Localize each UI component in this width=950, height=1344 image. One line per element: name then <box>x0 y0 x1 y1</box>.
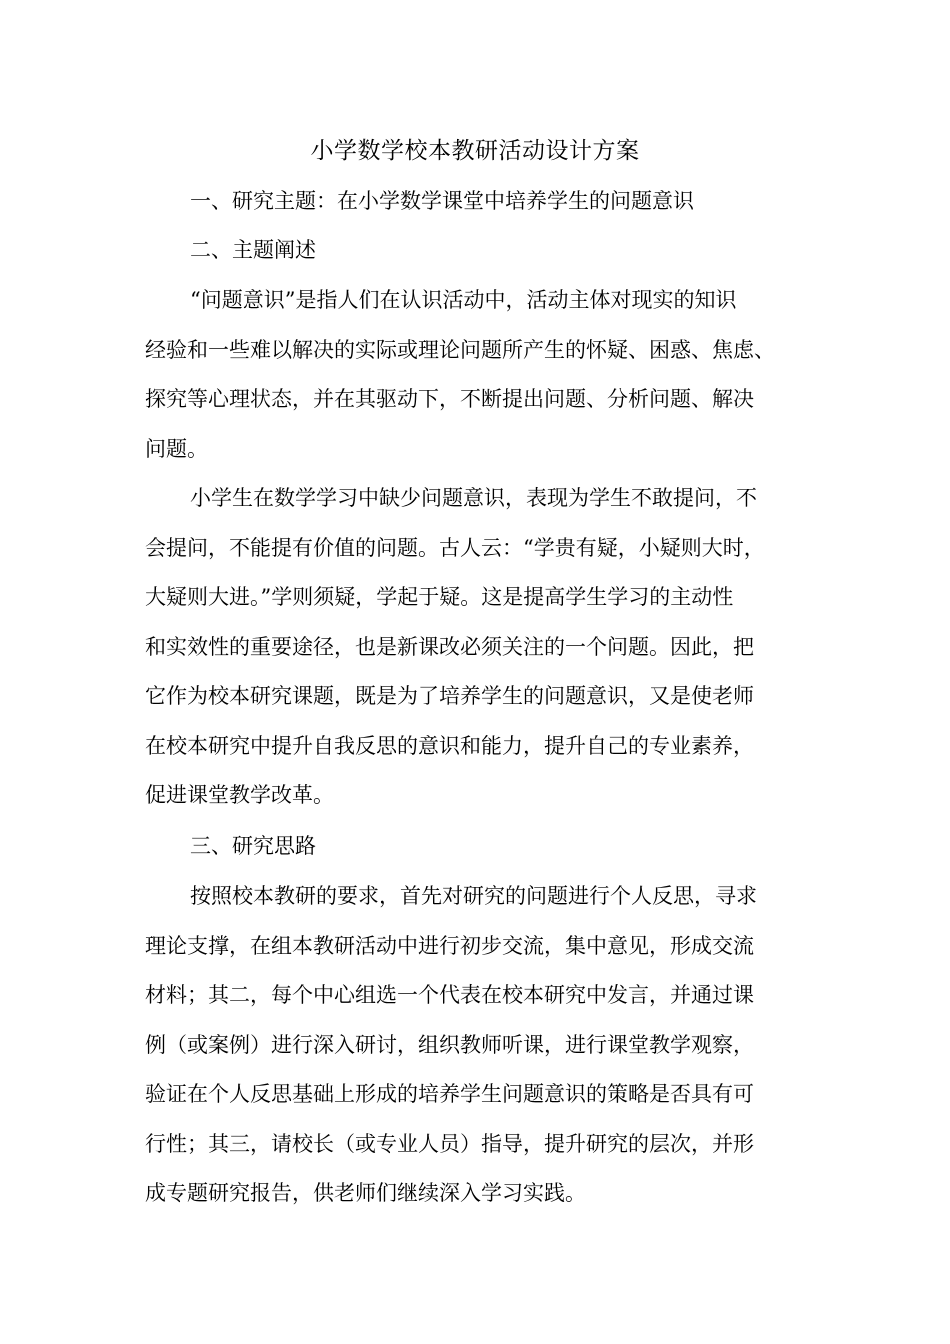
paragraph-line: 按照校本教研的要求，首先对研究的问题进行个人反思，寻求 <box>190 884 757 908</box>
section-3-paragraph <box>145 876 810 1223</box>
section-3-heading: 三、研究思路 <box>190 834 316 858</box>
section-1-heading: 一、研究主题：在小学数学课堂中培养学生的问题意识 <box>190 189 694 213</box>
paragraph-line: 在校本研究中提升自我反思的意识和能力，提升自己的专业素养， <box>145 733 754 758</box>
paragraph-line: 小学生在数学学习中缺少问题意识，表现为学生不敢提问，不 <box>190 486 757 510</box>
paragraph-line: 和实效性的重要途径，也是新课改必须关注的一个问题。因此，把 <box>145 634 754 659</box>
paragraph-line: 经验和一些难以解决的实际或理论问题所产生的怀疑、困惑、焦虑、 <box>145 337 775 362</box>
paragraph-line: 它作为校本研究课题，既是为了培养学生的问题意识，又是使老师 <box>145 684 754 708</box>
paragraph-line: 大疑则大进。”学则须疑，学起于疑。这是提高学生学习的主动性 <box>145 585 734 609</box>
paragraph-line: 探究等心理状态，并在其驱动下，不断提出问题、分析问题、解决 <box>145 387 754 411</box>
document-title: 小学数学校本教研活动设计方案 <box>310 138 640 164</box>
paragraph-line: 会提问，不能提有价值的问题。古人云：“学贵有疑，小疑则大时， <box>145 535 765 560</box>
paragraph-line: 问题。 <box>145 436 208 461</box>
paragraph-line: 验证在个人反思基础上形成的培养学生问题意识的策略是否具有可 <box>145 1082 754 1106</box>
paragraph-line: 材料；其二，每个中心组选一个代表在校本研究中发言，并通过课 <box>145 983 754 1007</box>
section-2-heading: 二、主题阐述 <box>190 238 316 262</box>
paragraph-line: 促进课堂教学改革。 <box>145 783 334 807</box>
paragraph-line: 例（或案例）进行深入研讨，组织教师听课，进行课堂教学观察， <box>145 1032 754 1057</box>
paragraph-line: 成专题研究报告，供老师们继续深入学习实践。 <box>145 1181 586 1205</box>
section-2-paragraph-2 <box>145 478 810 825</box>
paragraph-line: 行性；其三，请校长（或专业人员）指导，提升研究的层次，并形 <box>145 1131 754 1156</box>
paragraph-line: “问题意识”是指人们在认识活动中，活动主体对现实的知识 <box>190 288 737 312</box>
paragraph-line: 理论支撑，在组本教研活动中进行初步交流，集中意见，形成交流 <box>145 933 754 958</box>
section-2-paragraph-1 <box>145 280 810 478</box>
